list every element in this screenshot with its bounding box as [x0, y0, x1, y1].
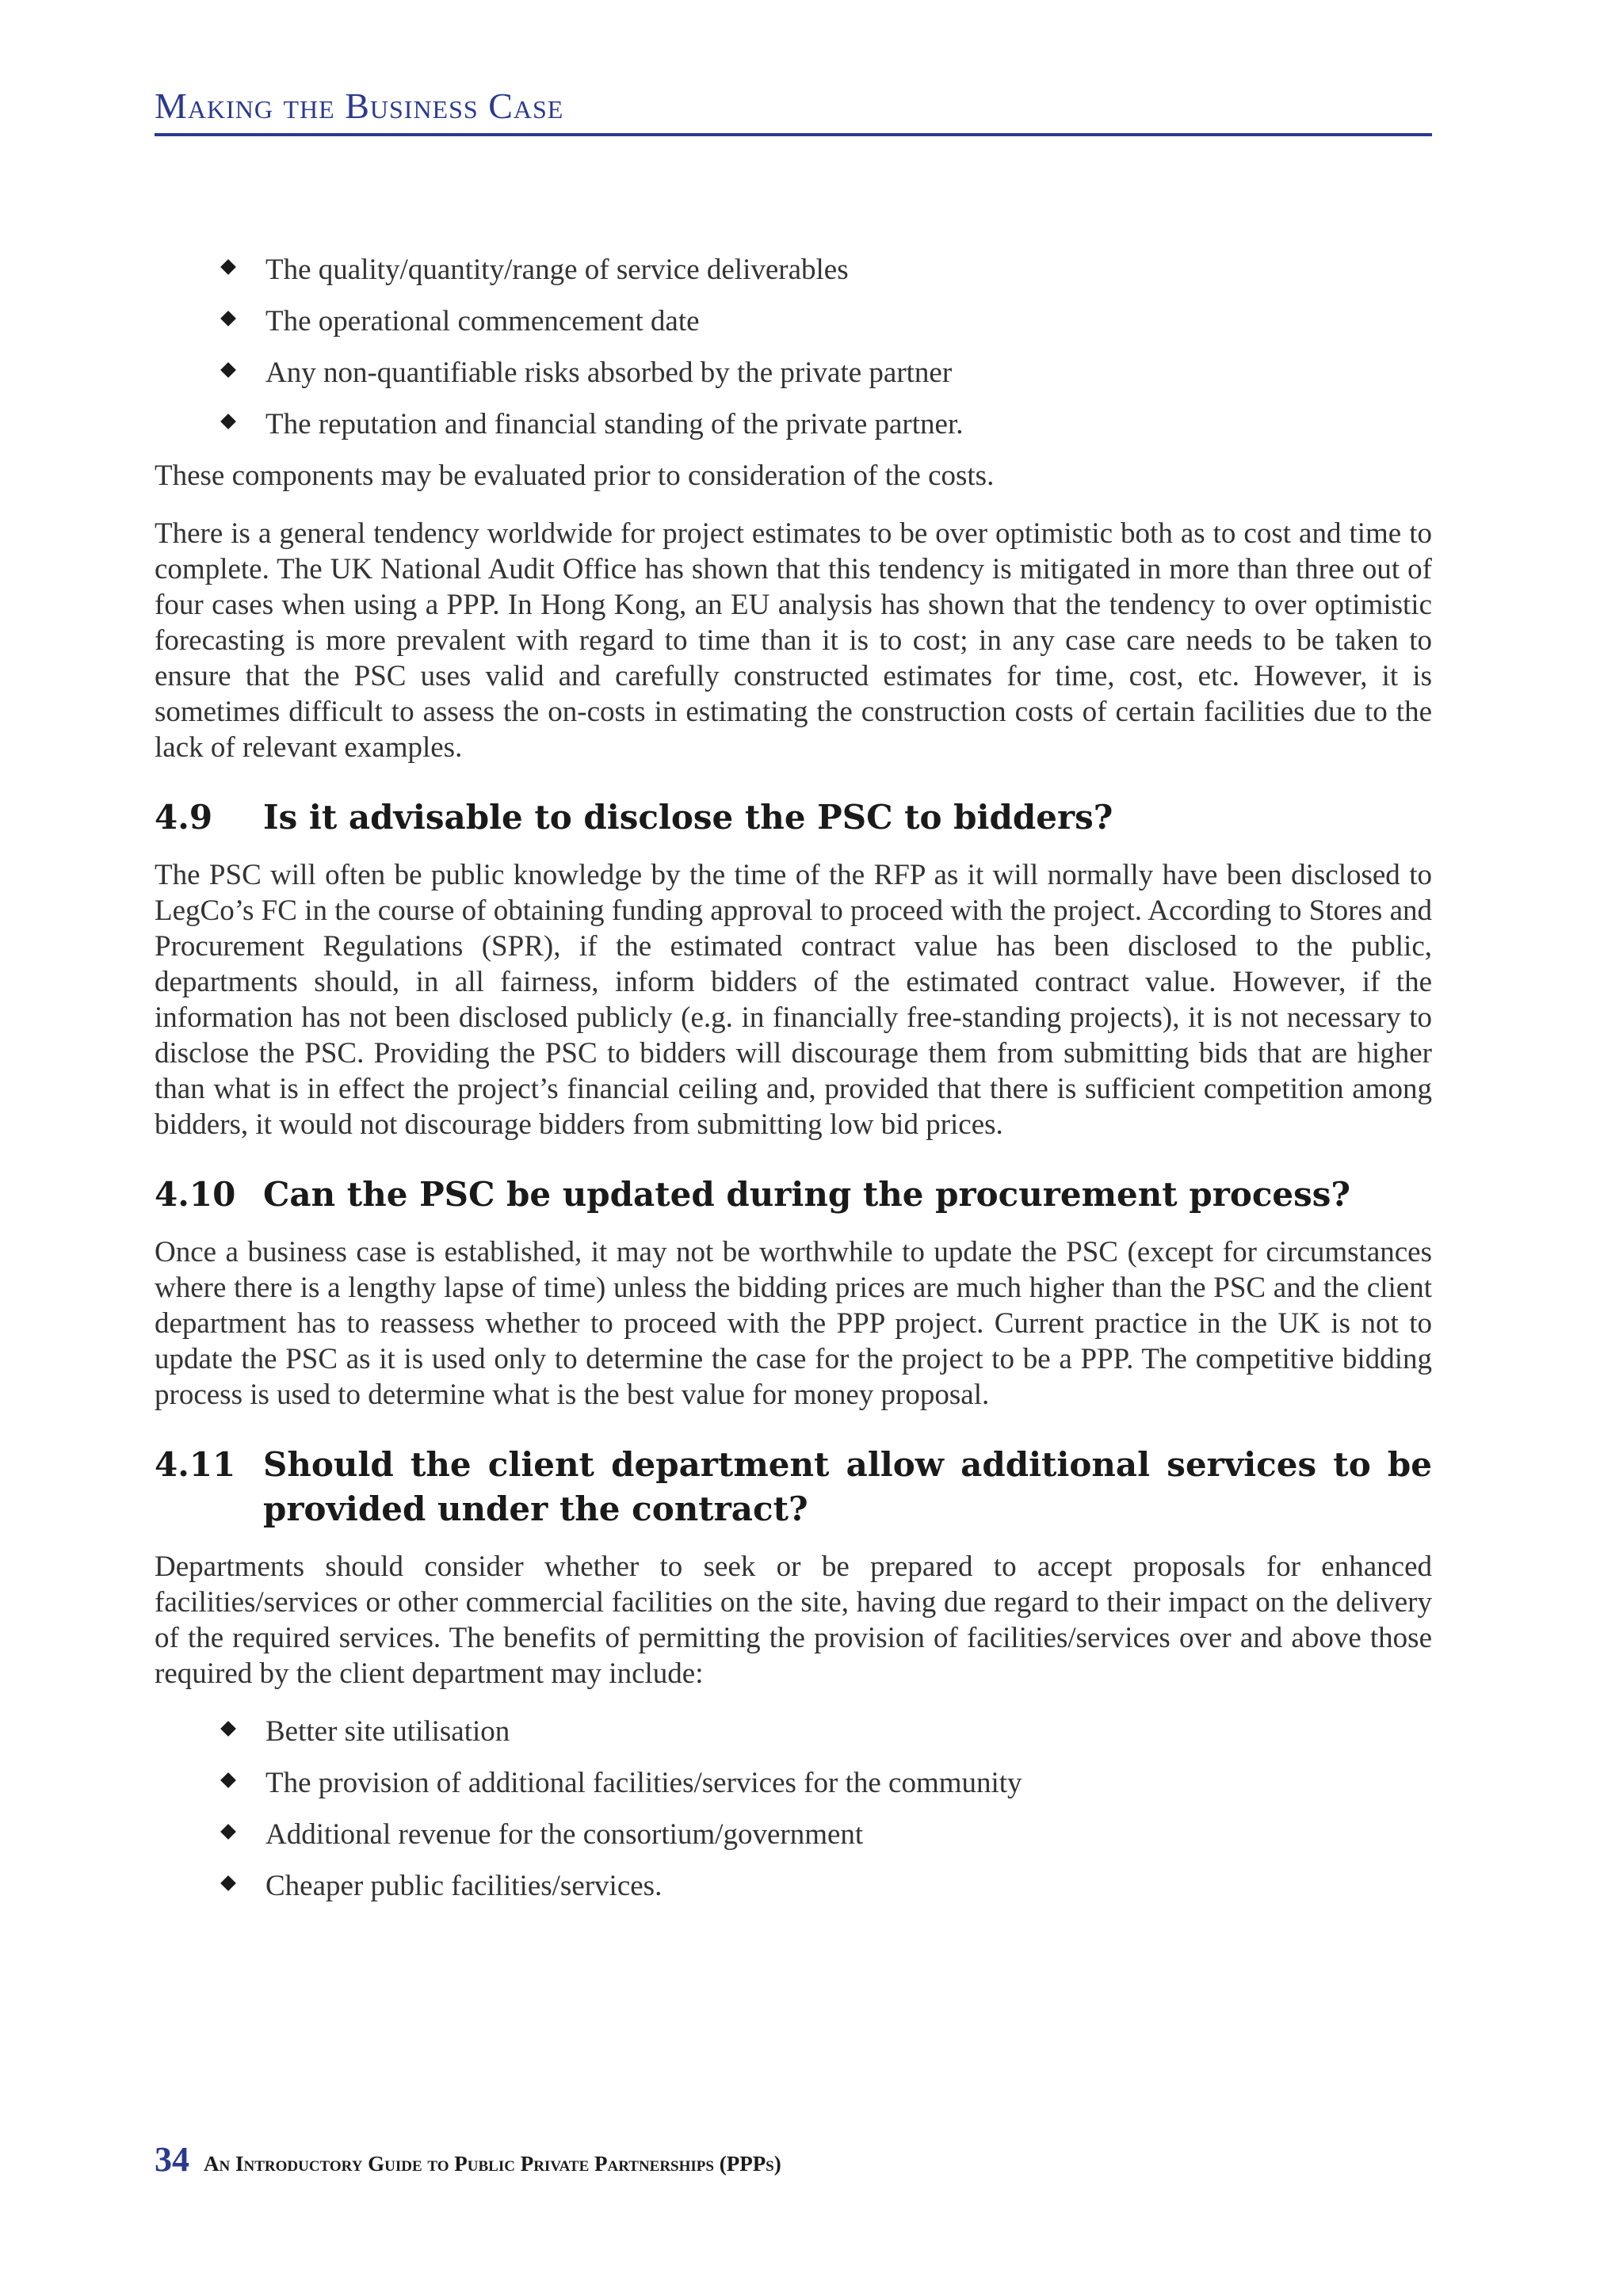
diamond-bullet-icon [220, 362, 236, 378]
list-item [265, 1817, 1432, 1852]
page-number: 34 [155, 2140, 189, 2179]
list-item-text: The quality/quantity/range of service deliverables [265, 254, 849, 286]
diamond-bullet-icon [220, 1721, 236, 1737]
header-title: Making the Business Case [155, 86, 564, 126]
section-title: Can the PSC be updated during the procurement process? [263, 1175, 1351, 1214]
list-item [265, 355, 1432, 391]
list-item [265, 1868, 1432, 1904]
bullet-list-deliverables [155, 252, 1432, 442]
section-number: 4.11 [155, 1445, 236, 1484]
list-item [265, 406, 1432, 442]
diamond-bullet-icon [220, 311, 236, 326]
diamond-bullet-icon [220, 414, 236, 429]
list-item [265, 252, 1432, 288]
list-item [265, 1714, 1432, 1749]
section-title: Is it advisable to disclose the PSC to bidders? [263, 798, 1113, 837]
diamond-bullet-icon [220, 259, 236, 275]
list-item-text: The provision of additional facilities/services for the community [265, 1767, 1022, 1799]
paragraph-components: These components may be evaluated prior to consideration of the costs. [155, 460, 995, 492]
list-item-text: The operational commencement date [265, 305, 700, 338]
section-body-4-9: The PSC will often be public knowledge by the time of the RFP as it will normally have been disclosed to LegCo’s FC in the course of obtaining funding approval to proceed with the project. According to Stores and Procurement Regulations (SPR), if the estimated contract value has been disclosed to the public, departments should, in all fairness, inform bidders of the estimated contract value. However, if the information has not been disclosed publicly (e.g. in financially free-standing projects), it is not necessary to disclose the PSC. Providing the PSC to bidders will discourage them from submitting bids that are higher than what is in effect the project’s financial ceiling and, provided that there is sufficient competition among bidders, it would not discourage bidders from submitting low bid prices. [155, 859, 1432, 1141]
footer-title: An Introductory Guide to Public Private Partnerships (PPPs) [204, 2152, 781, 2176]
diamond-bullet-icon [220, 1875, 236, 1891]
diamond-bullet-icon [220, 1772, 236, 1788]
bullet-list-benefits [155, 1714, 1432, 1904]
list-item [265, 1765, 1432, 1801]
paragraph-tendency: There is a general tendency worldwide for project estimates to be over optimistic both as to cost and time to complete. The UK National Audit Office has shown that this tendency is mitigated in more than three out of four cases when using a PPP. In Hong Kong, an EU analysis has shown that the tendency to over optimistic forecasting is more prevalent with regard to time than it is to cost; in any case care needs to be taken to ensure that the PSC uses valid and carefully constructed estimates for time, cost, etc. However, it is sometimes difficult to assess the on-costs in estimating the construction costs of certain facilities due to the lack of relevant examples. [155, 517, 1432, 764]
section-heading-4-10 [155, 1173, 1432, 1217]
page-content [155, 252, 1432, 1920]
list-item-text: The reputation and financial standing of the private partner. [265, 408, 964, 441]
section-heading-4-9 [155, 795, 1432, 840]
section-heading-4-11 [155, 1443, 1432, 1531]
diamond-bullet-icon [220, 1824, 236, 1840]
list-item [265, 303, 1432, 339]
page-footer [155, 2139, 781, 2180]
section-body-4-11: Departments should consider whether to seek or be prepared to accept proposals for enhanced facilities/services or other commercial facilities on the site, having due regard to their impact on the delivery of the required services. The benefits of permitting the provision of facilities/services over and above those required by the client department may include: [155, 1550, 1432, 1690]
list-item-text: Better site utilisation [265, 1715, 510, 1748]
section-number: 4.10 [155, 1175, 236, 1214]
list-item-text: Any non-quantifiable risks absorbed by the private partner [265, 357, 953, 389]
section-number: 4.9 [155, 798, 213, 837]
section-title: Should the client department allow additional services to be provided under the contract? [263, 1445, 1432, 1528]
list-item-text: Cheaper public facilities/services. [265, 1870, 663, 1902]
section-body-4-10: Once a business case is established, it may not be worthwhile to update the PSC (except for circumstances where there is a lengthy lapse of time) unless the bidding prices are much higher than the PSC and the client department has to reassess whether to proceed with the PPP project. Current practice in the UK is not to update the PSC as it is used only to determine the case for the project to be a PPP. The competitive bidding process is used to determine what is the best value for money proposal. [155, 1236, 1432, 1411]
running-header [155, 79, 1432, 136]
list-item-text: Additional revenue for the consortium/government [265, 1818, 864, 1851]
